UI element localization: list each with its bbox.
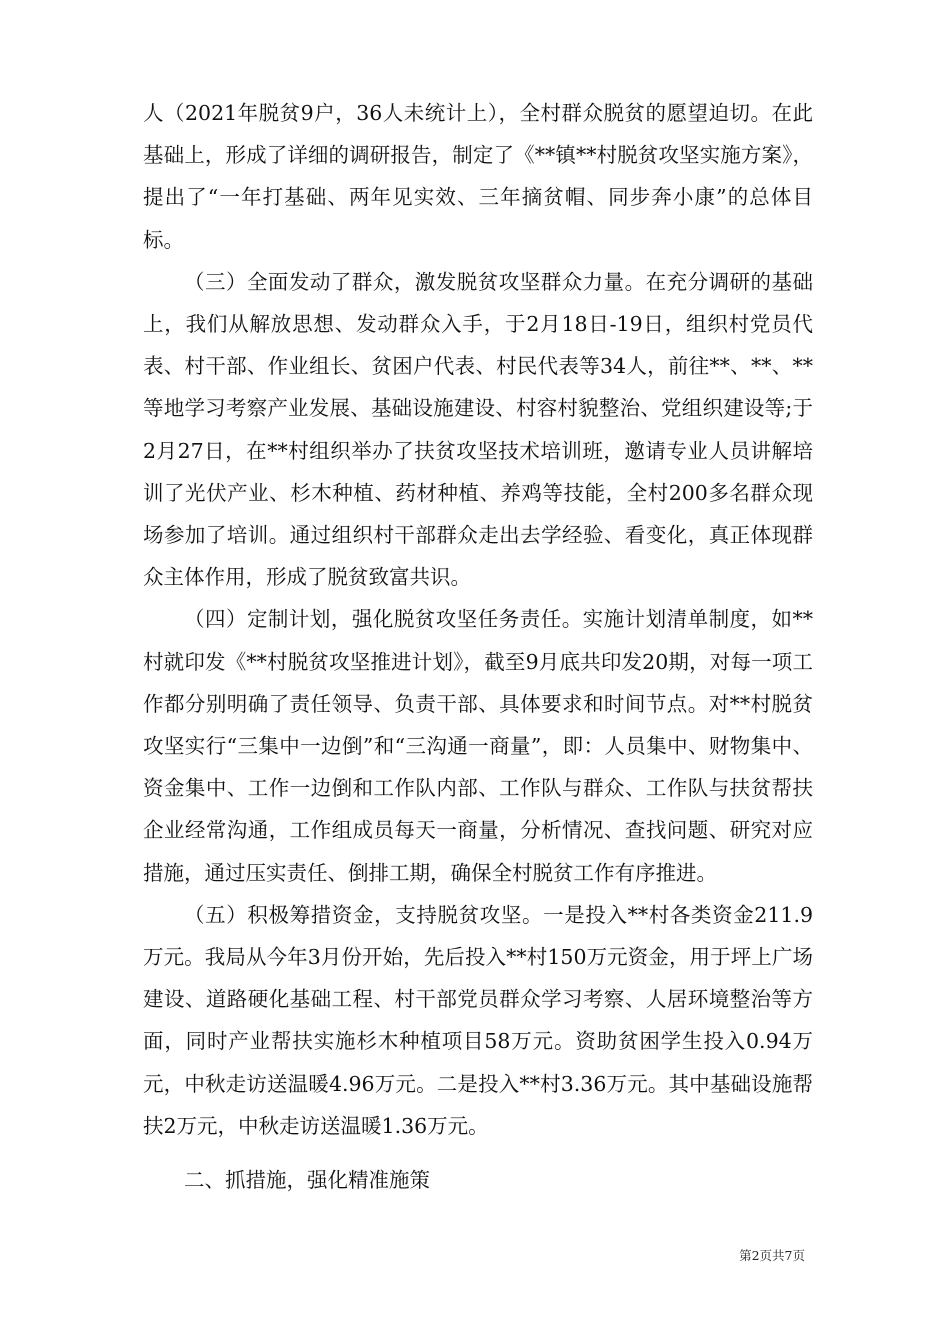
page-number: 第2页共7页 xyxy=(739,1248,805,1263)
section-heading: 二、抓措施，强化精准施策 xyxy=(184,1168,430,1193)
paragraph-section-5: （五）积极筹措资金，支持脱贫攻坚。一是投入**村各类资金211.9万元。我局从今年3月份开始，先后投入**村150万元资金，用于坪上广场建设、道路硬化基础工程、村干部党员群众学习考察、人居环境整治等方面，同时产业帮扶实施杉木种植项目58万元。资助贫困学生投入0.94万元，中秋走访送温暖4.96万元。二是投入**村3.36万元。其中基础设施帮扶2万元，中秋走访送温暖1.36万元。 xyxy=(143,902,813,1138)
paragraph-section-4: （四）定制计划，强化脱贫攻坚任务责任。实施计划清单制度，如**村就印发《**村脱贫攻坚推进计划》，截至9月底共印发20期，对每一项工作都分别明确了责任领导、负责干部、具体要求和时间节点。对**村脱贫攻坚实行“三集中一边倒”和“三沟通一商量”，即：人员集中、财物集中、资金集中、工作一边倒和工作队内部、工作队与群众、工作队与扶贫帮扶企业经常沟通，工作组成员每天一商量，分析情况、查找问题、研究对应措施，通过压实责任、倒排工期，确保全村脱贫工作有序推进。 xyxy=(143,607,813,885)
document-body xyxy=(143,92,813,1201)
paragraph-section-3: （三）全面发动了群众，激发脱贫攻坚群众力量。在充分调研的基础上，我们从解放思想、发动群众入手，于2月18日-19日，组织村党员代表、村干部、作业组长、贫困户代表、村民代表等34人，前往**、**、**等地学习考察产业发展、基础设施建设、村容村貌整治、党组织建设等;于2月27日，在**村组织举办了扶贫攻坚技术培训班，邀请专业人员讲解培训了光伏产业、杉木种植、药材种植、养鸡等技能，全村200多名群众现场参加了培训。通过组织村干部群众走出去学经验、看变化，真正体现群众主体作用，形成了脱贫致富共识。 xyxy=(143,269,813,590)
paragraph-continuation: 人（2021年脱贫9户，36人未统计上），全村群众脱贫的愿望迫切。在此基础上，形成了详细的调研报告，制定了《**镇**村脱贫攻坚实施方案》，提出了“一年打基础、两年见实效、三年摘贫帽、同步奔小康”的总体目标。 xyxy=(143,101,813,252)
